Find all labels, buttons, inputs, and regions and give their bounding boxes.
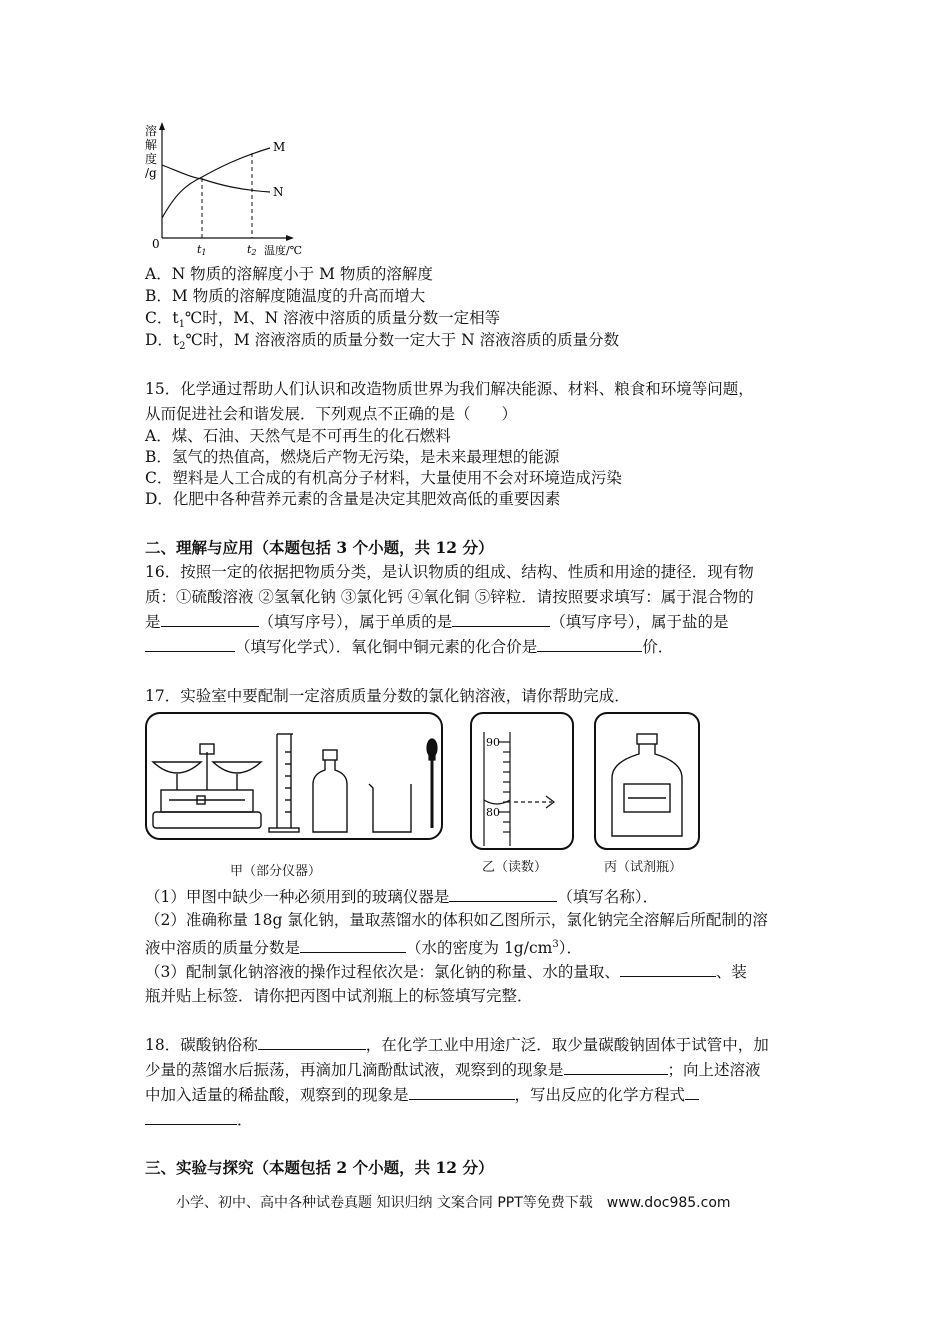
q18-line-2: 少量的蒸馏水后振荡，再滴加几滴酚酞试液，观察到的现象是 ；向上述溶液 (145, 1061, 761, 1079)
graduated-cylinder-icon (269, 734, 299, 832)
graph-ylabel-2: 解 (145, 138, 158, 152)
dropper-icon (427, 739, 437, 828)
cylinder-mark-90: 90 (486, 736, 500, 749)
q17-part-2-line-1: （2）准确称量 18g 氯化钠，量取蒸馏水的体积如乙图所示，氯化钠完全溶解后所配制的溶 (145, 911, 768, 929)
q15-stem-2: 从而促进社会和谐发展．下列观点不正确的是（ ） (145, 405, 518, 423)
figure-yi-caption: 乙（读数） (482, 860, 548, 875)
section-2-heading: 二、理解与应用（本题包括 3 个小题，共 12 分） (145, 538, 494, 557)
figure-bing-caption: 丙（试剂瓶） (604, 860, 683, 875)
q14-option-d: D．$t_2℃$时，M 溶液溶质的质量分数一定大于 N 溶液溶质的质量分数 (145, 331, 620, 353)
q18-blank-common-name[interactable] (258, 1034, 366, 1050)
q16-blank-valence[interactable] (537, 636, 642, 652)
q14-option-c: C．$t_1℃$时，M、N 溶液中溶质的质量分数一定相等 (145, 309, 501, 331)
figure-jia-caption: 甲（部分仪器） (230, 864, 322, 879)
q16-line-4: （填写化学式）．氧化铜中铜元素的化合价是 价． (145, 636, 673, 657)
q18-blank-equation[interactable] (145, 1109, 237, 1125)
q17-stem: 17．实验室中要配制一定溶质质量分数的氯化钠溶液，请你帮助完成． (145, 687, 630, 705)
q15-option-b: B．氢气的热值高，燃烧后产物无污染，是未来最理想的能源 (145, 448, 560, 466)
q17-part-3-line-2: 瓶并贴上标签．请你把丙图中试剂瓶上的标签填写完整． (145, 987, 533, 1005)
q18-line-4: ． (145, 1109, 253, 1130)
q15-option-a: A．煤、石油、天然气是不可再生的化石燃料 (145, 427, 451, 445)
q17-blank-mass-fraction[interactable] (300, 937, 406, 953)
graph-x-arrow (286, 235, 294, 241)
graph-ylabel-4: /g (145, 166, 157, 180)
beaker-icon (369, 784, 411, 832)
page-footer: 小学、初中、高中各种试卷真题 知识归纳 文案合同 PPT等免费下载 www.doc985.com (176, 1195, 731, 1211)
narrow-bottle-icon (313, 750, 347, 832)
q17-blank-step[interactable] (620, 961, 716, 977)
q15-option-d: D．化肥中各种营养元素的含量是决定其肥效高低的重要因素 (145, 490, 561, 508)
q18-line-1: 18．碳酸钠俗称 ，在化学工业中用途广泛．取少量碳酸钠固体于试管中，加 (145, 1036, 769, 1054)
graph-origin: 0 (152, 237, 160, 251)
figure-yi-reading (470, 712, 574, 852)
reagent-bottle-icon (612, 734, 682, 836)
q16-line-3: 是 （填写序号），属于单质的是 （填写序号），属于盐的是 (145, 613, 729, 631)
curve-n-label: N (273, 185, 284, 199)
q16-blank-mixture[interactable] (161, 611, 259, 627)
graph-ylabel-1: 溶 (145, 124, 158, 138)
q18-blank-hcl-phenomenon[interactable] (409, 1084, 515, 1100)
q16-line-1: 16．按照一定的依据把物质分类，是认识物质的组成、结构、性质和用途的捷径．现有物 (145, 563, 754, 581)
balance-icon (153, 744, 261, 828)
curve-m-label: M (273, 140, 286, 154)
q18-blank-equation-start[interactable] (685, 1084, 699, 1100)
q17-part-1: （1）甲图中缺少一种必须用到的玻璃仪器是 （填写名称）． (145, 888, 659, 906)
q14-option-b: B．M 物质的溶解度随温度的升高而增大 (145, 287, 426, 305)
q14-option-a: A．N 物质的溶解度小于 M 物质的溶解度 (145, 265, 433, 283)
graph-y-arrow (159, 122, 165, 130)
q16-line-2: 质：①硫酸溶液 ②氢氧化钠 ③氯化钙 ④氧化铜 ⑤锌粒．请按照要求填写：属于混合物的 (145, 588, 754, 606)
q17-blank-instrument[interactable] (449, 886, 557, 902)
solubility-graph (140, 120, 320, 260)
q17-part-2-line-2: 液中溶质的质量分数是 （水的密度为 $1g/cm^3$）． (145, 939, 582, 958)
q17-part-3-line-1: （3）配制氯化钠溶液的操作过程依次是：氯化钠的称量、水的量取、 、装 (145, 963, 747, 981)
q15-option-c: C．塑料是人工合成的有机高分子材料，大量使用不会对环境造成污染 (145, 469, 622, 487)
t1-label: t1 (197, 243, 207, 257)
q15-stem-1: 15．化学通过帮助人们认识和改造物质世界为我们解决能源、材料、粮食和环境等问题， (145, 380, 754, 398)
graph-xlabel: 温度/℃ (264, 244, 303, 257)
section-3-heading: 三、实验与探究（本题包括 2 个小题，共 12 分） (145, 1158, 494, 1177)
figure-jia-instruments (145, 712, 443, 842)
figure-bing-bottle (594, 712, 700, 852)
q16-blank-salt[interactable] (145, 636, 235, 652)
t2-label: t2 (247, 243, 257, 257)
q18-blank-phenolphthalein[interactable] (564, 1059, 668, 1075)
cylinder-mark-80: 80 (486, 806, 500, 819)
q16-blank-element[interactable] (452, 611, 550, 627)
q18-line-3: 中加入适量的稀盐酸，观察到的现象是 ，写出反应的化学方程式 (145, 1084, 699, 1105)
graph-ylabel-3: 度 (145, 152, 158, 166)
